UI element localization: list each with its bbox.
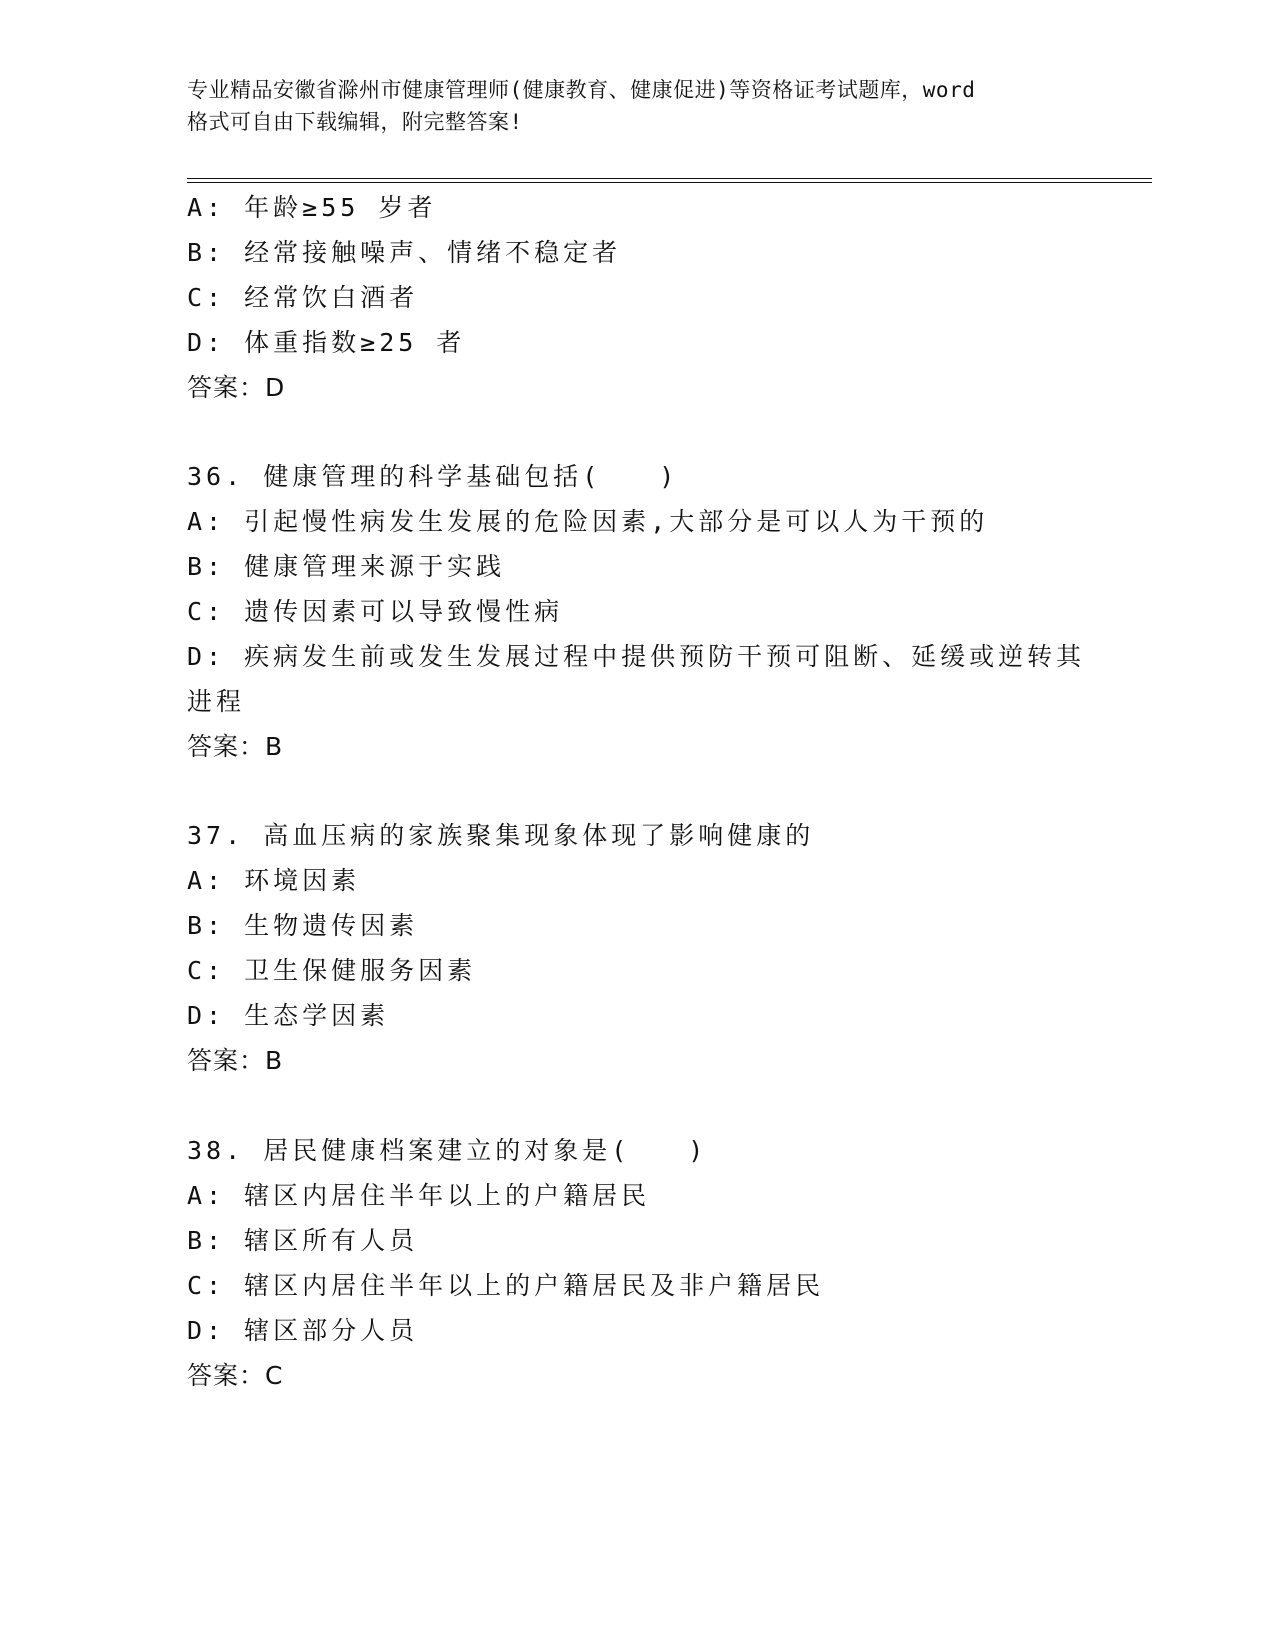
q38-option-d: D: 辖区部分人员 xyxy=(187,1316,419,1345)
q37-option-c: C: 卫生保健服务因素 xyxy=(187,956,477,985)
q36-option-d-line-2: 进程 xyxy=(187,687,246,716)
document-header xyxy=(187,74,1087,138)
q37-option-a: A: 环境因素 xyxy=(187,866,361,895)
q35-option-d: D: 体重指数≥25 者 xyxy=(187,328,466,357)
q36-answer: 答案：B xyxy=(187,732,284,761)
q38-option-a: A: 辖区内居住半年以上的户籍居民 xyxy=(187,1181,651,1210)
header-line-1: 专业精品安徽省滁州市健康管理师(健康教育、健康促进)等资格证考试题库，word xyxy=(187,78,976,102)
q36-option-d-line-1: D: 疾病发生前或发生发展过程中提供预防干预可阻断、延缓或逆转其 xyxy=(187,642,1086,671)
header-line-2: 格式可自由下载编辑，附完整答案! xyxy=(187,110,523,134)
q38-option-c: C: 辖区内居住半年以上的户籍居民及非户籍居民 xyxy=(187,1271,825,1300)
q36-question: 36. 健康管理的科学基础包括( ) xyxy=(187,462,679,491)
q37-option-b: B: 生物遗传因素 xyxy=(187,911,419,940)
header-divider-bottom xyxy=(187,182,1152,183)
q35-option-a: A: 年龄≥55 岁者 xyxy=(187,193,437,222)
q38-answer: 答案：C xyxy=(187,1361,284,1390)
q35-answer: 答案：D xyxy=(187,373,286,402)
q37-option-d: D: 生态学因素 xyxy=(187,1001,390,1030)
q36-option-c: C: 遗传因素可以导致慢性病 xyxy=(187,597,564,626)
header-divider-top xyxy=(187,178,1152,179)
q38-question: 38. 居民健康档案建立的对象是( ) xyxy=(187,1136,708,1165)
q38-option-b: B: 辖区所有人员 xyxy=(187,1226,419,1255)
q37-answer: 答案：B xyxy=(187,1046,284,1075)
q35-option-b: B: 经常接触噪声、情绪不稳定者 xyxy=(187,238,622,267)
q35-option-c: C: 经常饮白酒者 xyxy=(187,283,419,312)
q36-option-a: A: 引起慢性病发生发展的危险因素,大部分是可以人为干预的 xyxy=(187,507,989,536)
q36-option-b: B: 健康管理来源于实践 xyxy=(187,552,506,581)
q37-question: 37. 高血压病的家族聚集现象体现了影响健康的 xyxy=(187,821,815,850)
